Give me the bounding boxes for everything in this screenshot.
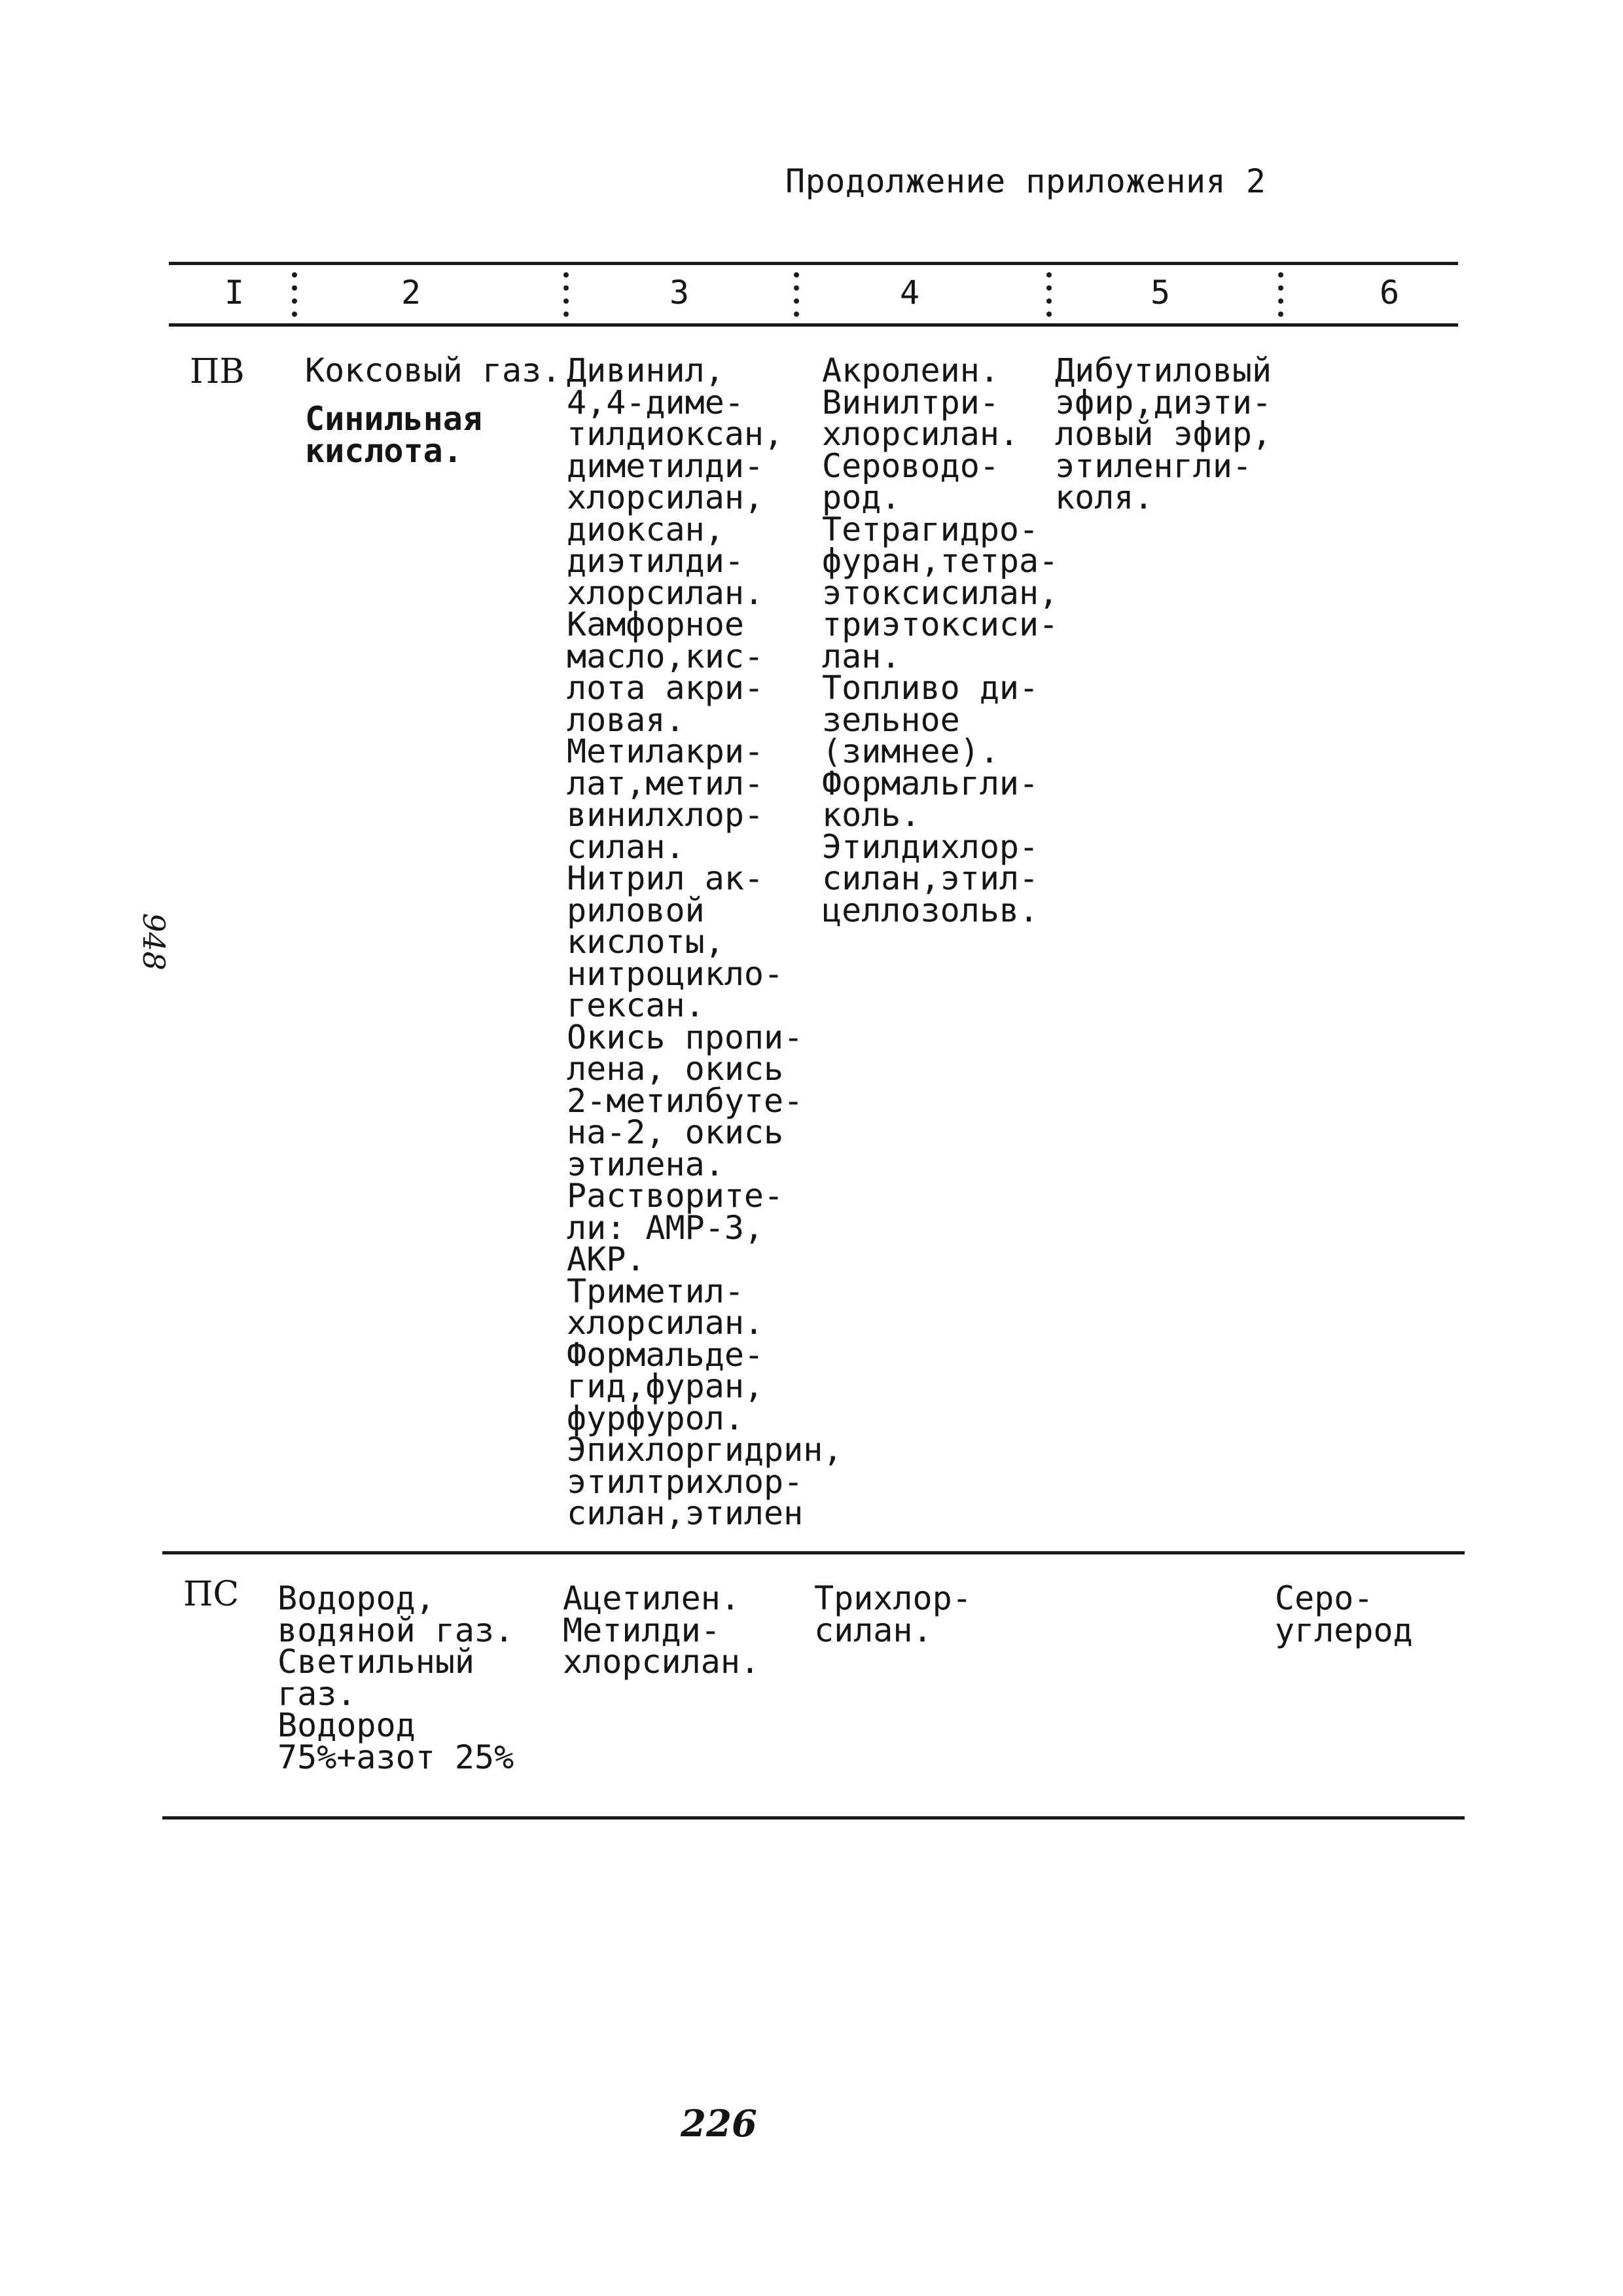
column-number-2: 2 (401, 274, 421, 312)
row-pv-col2-text: Коксовый газ. (305, 351, 562, 389)
table-header-rule (169, 323, 1458, 327)
handwritten-margin-note: 948 (136, 913, 171, 971)
column-separator (1277, 270, 1284, 322)
column-separator (793, 270, 800, 322)
row-ps-col3-text: Ацетилен. Метилди- хлорсилан. (563, 1579, 760, 1681)
row-ps-col2-text: Водород, водяной газ. Светильный газ. Водород 75%+азот 25% (277, 1579, 514, 1776)
row-divider (162, 1551, 1465, 1554)
column-separator (1046, 270, 1052, 322)
column-number-4: 4 (899, 274, 920, 312)
page-heading: Продолжение приложения 2 (785, 162, 1266, 200)
row-ps-col6-text: Серо- углерод (1275, 1579, 1413, 1649)
column-number-3: 3 (669, 274, 690, 312)
row-pv-col3-text: Дивинил, 4,4-диме- тилдиоксан, диметилди- хлорсилан, диоксан, диэтилди- хлорсилан. Камфорное масло,кис- лота акри- ловая. Метилакри- лат,метил- винилхлор- силан. Нитрил ак- риловой кислоты, нитроцикло- гексан. Окись пропи- лена, окись 2-метилбуте- на-2, окись этилена. Растворите- ли: АМР-3, АКР. Триметил- хлорсилан. Формальде- гид,фуран, фурфурол. Эпихлоргидрин, этилтрихлор- силан,этилен (567, 351, 843, 1532)
row-label-pv: ПВ (190, 352, 245, 391)
table-top-rule (169, 262, 1458, 265)
column-separator (563, 270, 569, 322)
table-bottom-rule (162, 1816, 1465, 1820)
page-number: 226 (681, 2102, 757, 2145)
column-number-1: I (224, 274, 245, 312)
row-pv-col2-bold-text: Синильная кислота. (305, 400, 482, 470)
column-number-5: 5 (1150, 274, 1171, 312)
row-pv-col4-text: Акролеин. Винилтри- хлорсилан. Сероводо- род. Тетрагидро- фуран,тетра- этоксисилан, триэтоксиси- лан. Топливо ди- зельное (зимнее). Формальгли- коль. Этилдихлор- силан,этил- целлозольв. (822, 351, 1059, 929)
row-label-ps: ПС (183, 1575, 240, 1614)
column-number-6: 6 (1379, 274, 1400, 312)
column-separator (291, 270, 298, 322)
row-pv-col5-text: Дибутиловый эфир,диэти- ловый эфир, этиленгли- коля. (1055, 351, 1272, 516)
row-ps-col4-text: Трихлор- силан. (814, 1579, 972, 1649)
